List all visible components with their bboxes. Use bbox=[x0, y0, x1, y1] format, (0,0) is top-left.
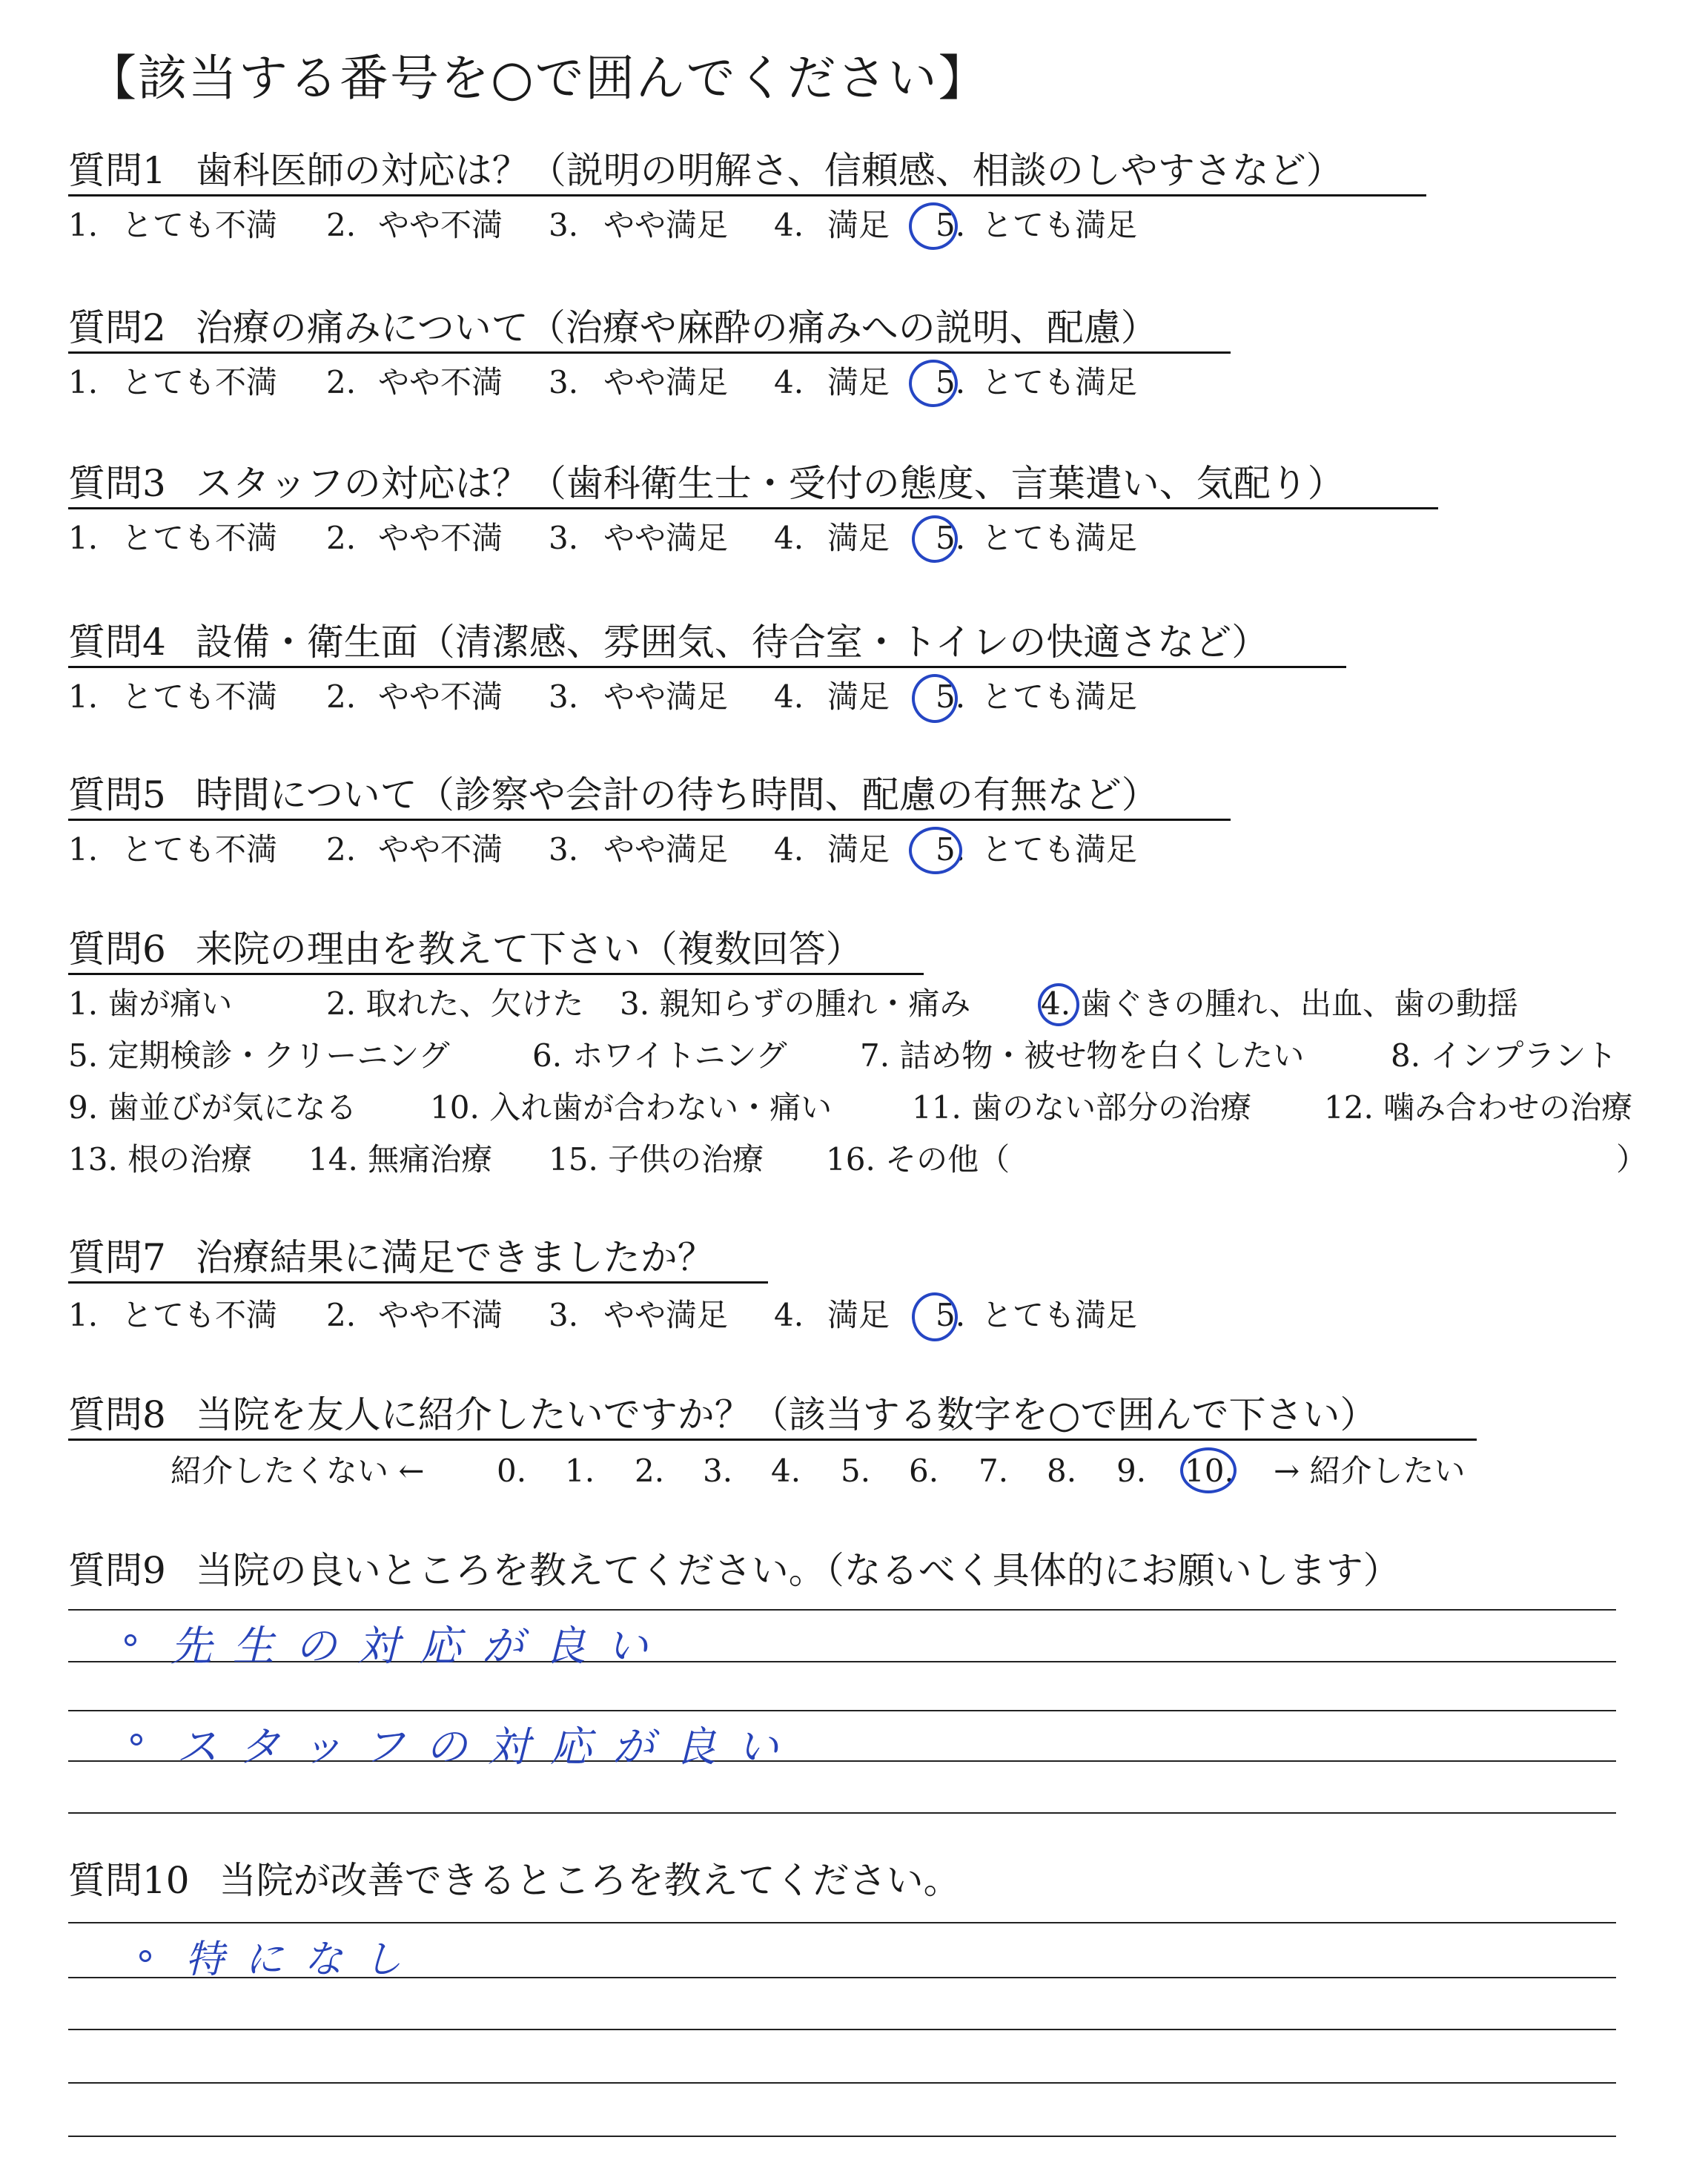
scale-value: 5. bbox=[841, 1453, 871, 1489]
handwritten-answer[interactable]: 先生の対応が良い bbox=[171, 1622, 669, 1671]
scale-value: 6. bbox=[909, 1453, 939, 1489]
writing-line bbox=[68, 2082, 1616, 2084]
option: 6. ホワイトニング bbox=[532, 1037, 787, 1074]
option: 2. 取れた、欠けた bbox=[326, 985, 584, 1022]
question-number: 質問4 bbox=[68, 621, 166, 664]
option: 12. 噛み合わせの治療 bbox=[1324, 1089, 1633, 1126]
answer-circle-q4[interactable] bbox=[912, 674, 958, 723]
answer-circle-q8[interactable] bbox=[1180, 1447, 1237, 1493]
option-number: 1. bbox=[68, 520, 99, 556]
option-number: 2. bbox=[326, 831, 357, 868]
question-8-heading bbox=[68, 1391, 1377, 1439]
option-number: 3. bbox=[549, 364, 579, 400]
answer-circle-q7[interactable] bbox=[912, 1292, 958, 1341]
option-label: やや不満 bbox=[378, 678, 503, 715]
option-label: とても不満 bbox=[122, 207, 278, 243]
option: 7. 詰め物・被せ物を白くしたい bbox=[860, 1037, 1305, 1074]
option: 14. 無痛治療 bbox=[308, 1141, 493, 1178]
question-number: 質問5 bbox=[68, 773, 166, 816]
question-1-underline bbox=[68, 194, 1426, 196]
question-8-underline bbox=[68, 1439, 1477, 1441]
handwritten-answer[interactable]: 特になし bbox=[185, 1938, 423, 1982]
option-label: 満足 bbox=[827, 207, 890, 243]
answer-circle-q5[interactable] bbox=[909, 827, 962, 874]
option-label: やや満足 bbox=[603, 520, 729, 556]
question-text: 当院の良いところを教えてください。（なるべく具体的にお願いします） bbox=[195, 1549, 1400, 1592]
option-label: 満足 bbox=[827, 678, 890, 715]
scale-value: 7. bbox=[979, 1453, 1009, 1489]
option-label: やや満足 bbox=[603, 831, 729, 868]
option: 16. その他（ bbox=[826, 1141, 1010, 1178]
option-number: 2. bbox=[326, 520, 357, 556]
option-label: とても満足 bbox=[982, 678, 1138, 715]
question-text: 当院が改善できるところを教えてください。 bbox=[219, 1859, 961, 1902]
question-text: 治療の痛みについて（治療や麻酔の痛みへの説明、配慮） bbox=[195, 306, 1158, 349]
option-label: とても満足 bbox=[982, 1297, 1138, 1333]
option-number: 1. bbox=[68, 678, 99, 715]
scale-value: 2. bbox=[635, 1453, 665, 1489]
option-number: 4. bbox=[774, 520, 804, 556]
question-10-heading bbox=[68, 1857, 961, 1904]
scale-value: 4. bbox=[771, 1453, 801, 1489]
writing-line bbox=[68, 2136, 1616, 2137]
option: 4. 歯ぐきの腫れ、出血、歯の動揺 bbox=[1041, 985, 1518, 1022]
option-label: やや満足 bbox=[603, 364, 729, 400]
option-label: とても不満 bbox=[122, 1297, 278, 1333]
writing-line bbox=[68, 1710, 1616, 1711]
question-text: 当院を友人に紹介したいですか？（該当する数字を○で囲んで下さい） bbox=[195, 1393, 1377, 1436]
question-4-heading bbox=[68, 618, 1268, 666]
option-number: 3. bbox=[549, 207, 579, 243]
option-label: やや不満 bbox=[378, 520, 503, 556]
question-number: 質問7 bbox=[68, 1236, 166, 1279]
option-label: やや満足 bbox=[603, 1297, 729, 1333]
question-number: 質問1 bbox=[68, 149, 166, 192]
option-number: 2. bbox=[326, 364, 357, 400]
option-label: とても満足 bbox=[982, 207, 1138, 243]
option-number: 1. bbox=[68, 364, 99, 400]
scale-high-label: → 紹介したい bbox=[1274, 1453, 1466, 1489]
option: 9. 歯並びが気になる bbox=[68, 1089, 357, 1126]
question-text: 治療結果に満足できましたか？ bbox=[195, 1236, 715, 1279]
option: 13. 根の治療 bbox=[68, 1141, 253, 1178]
scale-value: 9. bbox=[1116, 1453, 1147, 1489]
option-label: とても不満 bbox=[122, 831, 278, 868]
handwritten-answer[interactable]: スタッフの対応が良い bbox=[176, 1723, 799, 1771]
question-2-heading bbox=[68, 304, 1158, 351]
question-text: 歯科医師の対応は？（説明の明解さ、信頼感、相談のしやすさなど） bbox=[195, 149, 1343, 192]
question-text: 時間について（診察や会計の待ち時間、配慮の有無など） bbox=[195, 773, 1159, 816]
option-number: 1. bbox=[68, 1297, 99, 1333]
option-number: 1. bbox=[68, 207, 99, 243]
question-9-heading bbox=[68, 1547, 1400, 1594]
option-number: 4. bbox=[774, 364, 804, 400]
answer-circle-q2[interactable] bbox=[909, 360, 958, 407]
question-5-underline bbox=[68, 819, 1231, 821]
option-number: 1. bbox=[68, 831, 99, 868]
option-label: やや満足 bbox=[603, 678, 729, 715]
option-label: 満足 bbox=[827, 1297, 890, 1333]
option-label: やや不満 bbox=[378, 831, 503, 868]
writing-line bbox=[68, 1812, 1616, 1814]
bullet-dot bbox=[130, 1734, 142, 1745]
question-text: スタッフの対応は？（歯科衛生士・受付の態度、言葉遣い、気配り） bbox=[195, 462, 1345, 505]
option: 1. 歯が痛い bbox=[68, 985, 233, 1022]
writing-line bbox=[68, 1922, 1616, 1923]
option-label: 満足 bbox=[827, 520, 890, 556]
option-label: やや満足 bbox=[603, 207, 729, 243]
question-4-underline bbox=[68, 666, 1346, 668]
scale-value: 3. bbox=[703, 1453, 733, 1489]
question-number: 質問9 bbox=[68, 1549, 166, 1592]
option: 15. 子供の治療 bbox=[549, 1141, 764, 1178]
option-label: 満足 bbox=[827, 364, 890, 400]
scale-value: 8. bbox=[1047, 1453, 1077, 1489]
question-number: 質問2 bbox=[68, 306, 166, 349]
option-number: 3. bbox=[549, 1297, 579, 1333]
form-title: 【該当する番号を○で囲んでください】 bbox=[87, 50, 989, 107]
scale-value: 1. bbox=[565, 1453, 595, 1489]
option-label: とても不満 bbox=[122, 678, 278, 715]
bullet-dot bbox=[139, 1950, 151, 1962]
option-number: 5. bbox=[936, 831, 966, 868]
question-number: 質問10 bbox=[68, 1859, 190, 1902]
option-number: 3. bbox=[549, 831, 579, 868]
writing-line bbox=[68, 2029, 1616, 2030]
option-number: 2. bbox=[326, 1297, 357, 1333]
option-label: とても満足 bbox=[982, 520, 1138, 556]
scale-value: 0. bbox=[497, 1453, 527, 1489]
question-3-heading bbox=[68, 460, 1345, 507]
option-number: 5. bbox=[936, 207, 966, 243]
question-6-underline bbox=[68, 973, 924, 975]
question-5-heading bbox=[68, 771, 1159, 819]
answer-circle-q6-4[interactable] bbox=[1038, 983, 1079, 1026]
option-number: 5. bbox=[936, 520, 966, 556]
question-text: 設備・衛生面（清潔感、雰囲気、待合室・トイレの快適さなど） bbox=[195, 621, 1269, 664]
option: 5. 定期検診・クリーニング bbox=[68, 1037, 450, 1074]
option-number: 4. bbox=[774, 1297, 804, 1333]
option-label: とても満足 bbox=[982, 364, 1138, 400]
scale-low-label: 紹介したくない ← bbox=[171, 1453, 425, 1489]
option: ） bbox=[1616, 1141, 1648, 1178]
option-label: とても不満 bbox=[122, 520, 278, 556]
option: 8. インプラント bbox=[1391, 1037, 1618, 1074]
option-number: 2. bbox=[326, 678, 357, 715]
option-label: やや不満 bbox=[378, 1297, 503, 1333]
option-number: 5. bbox=[936, 678, 966, 715]
question-number: 質問6 bbox=[68, 928, 166, 971]
option-number: 3. bbox=[549, 678, 579, 715]
option-label: とても不満 bbox=[122, 364, 278, 400]
option: 11. 歯のない部分の治療 bbox=[912, 1089, 1252, 1126]
scale-value: 10. bbox=[1185, 1453, 1234, 1489]
question-3-underline bbox=[68, 507, 1438, 509]
option: 3. 親知らずの腫れ・痛み bbox=[620, 985, 971, 1022]
question-7-underline bbox=[68, 1281, 768, 1284]
option-number: 4. bbox=[774, 831, 804, 868]
question-6-heading bbox=[68, 925, 863, 973]
option-number: 5. bbox=[936, 1297, 966, 1333]
option-number: 3. bbox=[549, 520, 579, 556]
option-label: 満足 bbox=[827, 831, 890, 868]
question-number: 質問3 bbox=[68, 462, 166, 505]
option-number: 4. bbox=[774, 678, 804, 715]
question-number: 質問8 bbox=[68, 1393, 166, 1436]
option-label: やや不満 bbox=[378, 207, 503, 243]
option-number: 5. bbox=[936, 364, 966, 400]
bullet-dot bbox=[125, 1634, 136, 1646]
answer-circle-q3[interactable] bbox=[912, 515, 958, 563]
question-2-underline bbox=[68, 351, 1231, 354]
option-number: 2. bbox=[326, 207, 357, 243]
answer-circle-q1[interactable] bbox=[909, 202, 958, 250]
question-1-heading bbox=[68, 147, 1343, 194]
option-number: 4. bbox=[774, 207, 804, 243]
option-label: やや不満 bbox=[378, 364, 503, 400]
option-label: とても満足 bbox=[982, 831, 1138, 868]
question-7-heading bbox=[68, 1234, 715, 1281]
writing-line bbox=[68, 1609, 1616, 1611]
option: 10. 入れ歯が合わない・痛い bbox=[430, 1089, 833, 1126]
question-text: 来院の理由を教えて下さい（複数回答） bbox=[195, 928, 863, 971]
